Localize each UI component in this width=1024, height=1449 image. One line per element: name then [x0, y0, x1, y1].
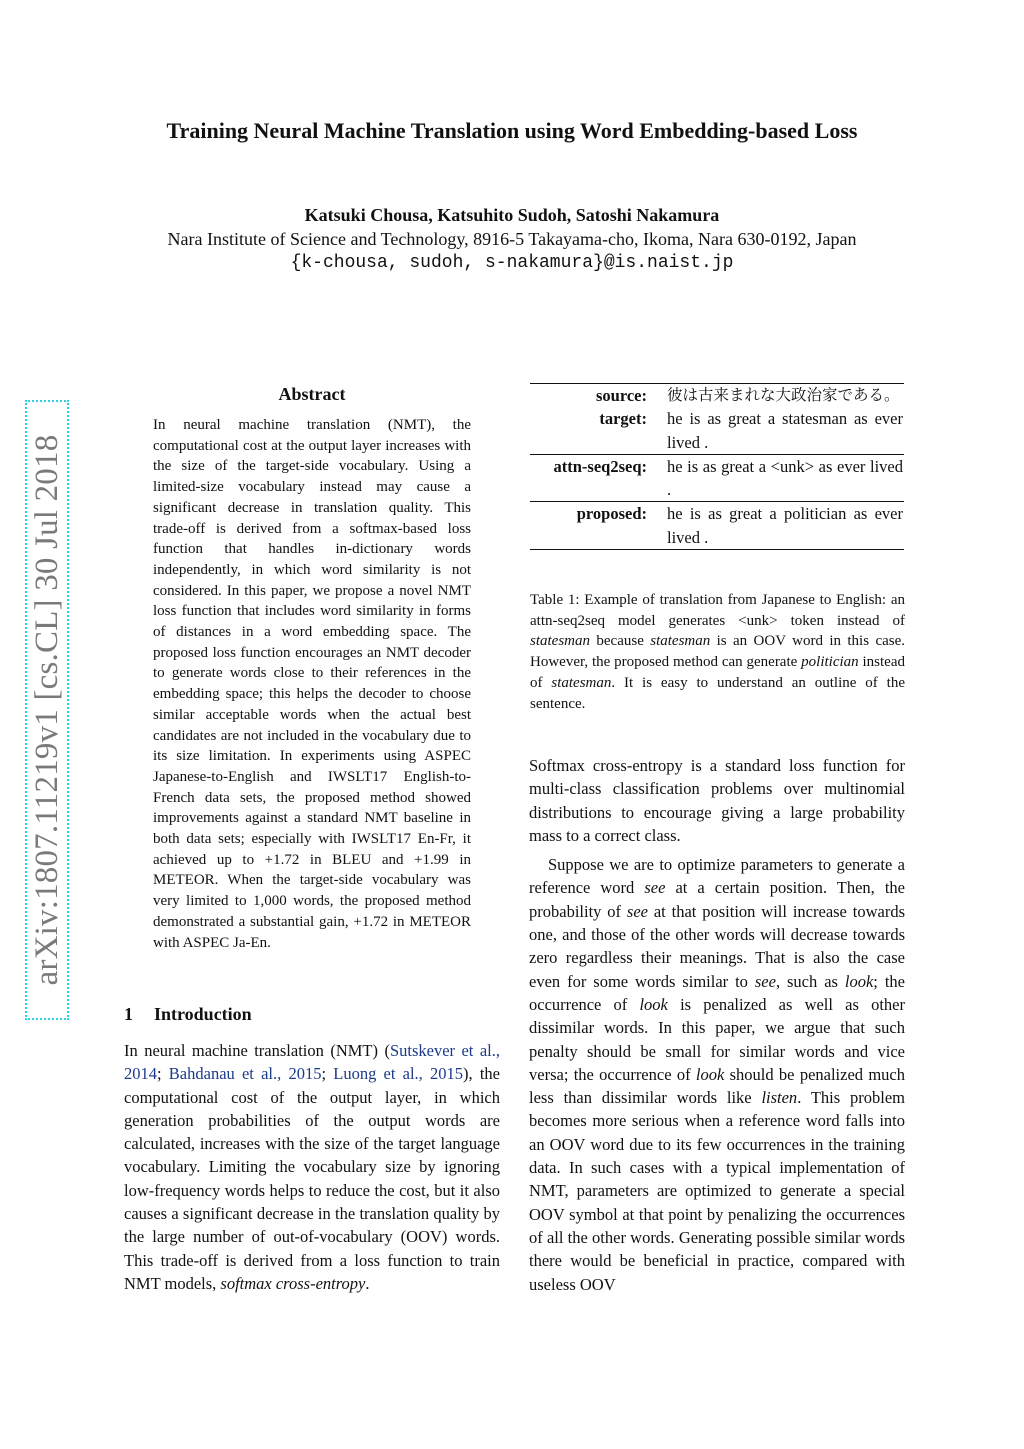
table-row-attn-seq2seq	[530, 454, 904, 502]
section-title: Introduction	[154, 1004, 252, 1024]
table-row-source	[530, 384, 904, 407]
author-emails: {k-chousa, sudoh, s-nakamura}@is.naist.jp	[290, 253, 734, 273]
citation-luong[interactable]: Luong et al., 2015	[333, 1064, 464, 1084]
table-row-proposed	[530, 501, 904, 549]
abstract-text: In neural machine translation (NMT), the computational cost at the output layer increases with the size of the target-side vocabulary. Using a limited-size vocabulary instead may cause a significant decrease in translation quality. This trade-off is derived from a softmax-based loss function that handles in-dictionary words independently, in which word similarity is not considered. In this paper, we propose a novel NMT loss function that includes word similarity in forms of distances in a word embedding space. The proposed loss function encourages an NMT decoder to generate words close to their references in the embedding space; this helps the decoder to choose similar acceptable words when the actual best candidates are not included in the vocabulary due to its size limitation. In experiments using ASPEC Japanese-to-English and IWSLT17 English-to-French data sets, the proposed method showed improvements against a standard NMT baseline in both data sets; especially with IWSLT17 En-Fr, it achieved up to +1.72 in BLEU and +1.99 in METEOR. When the target-side vocabulary was very limited to 1,000 words, the proposed method demonstrated a substantial gain, +1.72 in METEOR with ASPEC Ja-En.	[153, 417, 471, 951]
table-1	[530, 383, 904, 550]
citation-bahdanau[interactable]: Bahdanau et al., 2015	[168, 1064, 322, 1084]
right-column-body	[529, 754, 905, 1296]
abstract-heading: Abstract	[278, 384, 346, 404]
table-row-label: target:	[599, 409, 647, 429]
table-row-label: attn-seq2seq:	[553, 456, 647, 476]
table-row-value: he is as great a statesman as ever lived .	[667, 409, 903, 452]
section-number: 1	[124, 1004, 133, 1024]
affiliation: Nara Institute of Science and Technology, 8916-5 Takayama-cho, Ikoma, Nara 630-0192, Japan	[167, 229, 857, 249]
table-row-value: he is as great a <unk> as ever lived .	[667, 456, 903, 500]
table-1-caption: Table 1: Example of translation from Japanese to English: an attn-seq2seq model generates <unk> token instead of statesman because statesman is an OOV word in this case. However, the proposed method can generate politician instead of statesman. It is easy to understand an outline of the sentence.	[530, 592, 906, 712]
citation-sutskever[interactable]: Sutskever et al., 2014	[124, 1041, 500, 1084]
table-row-value: he is as great a politician as ever lived .	[667, 504, 903, 547]
table-row-label: proposed:	[576, 504, 647, 524]
paragraph-suppose: Suppose we are to optimize parameters to generate a reference word see at a certain position. Then, the probability of see at that position will increase towards one, and those of the other words will decrease towards zero regardless their meanings. That is also the case even for some words similar to see, such as look; the occurrence of look is penalized as well as other dissimilar words. In this paper, we argue that such penalty should be small for similar words and vice versa; the occurrence of look should be penalized much less than dissimilar words like listen. This problem becomes more serious when a reference word falls into an OOV word due to its few occurrences in the training data. In such cases with a typical implementation of NMT, parameters are optimized to generate a special OOV symbol at that point by penalizing the occurrences of all the other words. Generating possible similar words there would be beneficial in practice, compared with useless OOV	[529, 855, 905, 1294]
authors: Katsuki Chousa, Katsuhito Sudoh, Satoshi Nakamura	[304, 205, 720, 225]
paper-title: Training Neural Machine Translation using Word Embedding-based Loss	[166, 118, 858, 143]
table-row-target	[530, 407, 904, 454]
arxiv-stamp[interactable]: arXiv:1807.11219v1 [cs.CL] 30 Jul 2018	[25, 400, 69, 1020]
section-heading-introduction	[124, 1004, 252, 1025]
table-row-value: 彼は古来まれな大政治家である。	[667, 386, 900, 404]
table-row-label: source:	[595, 386, 647, 405]
paragraph-softmax: Softmax cross-entropy is a standard loss function for multi-class classification problems over multinomial distributions to encourage giving a large probability mass to a correct class.	[529, 756, 905, 845]
introduction-paragraph: In neural machine translation (NMT) (Sutskever et al., 2014; Bahdanau et al., 2015; Luong et al., 2015), the computational cost of the output layer, in which generation probabilities of the output words are calculated, increases with the size of the target language vocabulary. Limiting the vocabulary size by ignoring low-frequency words helps to reduce the cost, but it also causes a significant decrease in the translation quality by the large number of out-of-vocabulary (OOV) words. This trade-off is derived from a loss function to train NMT models, softmax cross-entropy.	[124, 1041, 500, 1293]
